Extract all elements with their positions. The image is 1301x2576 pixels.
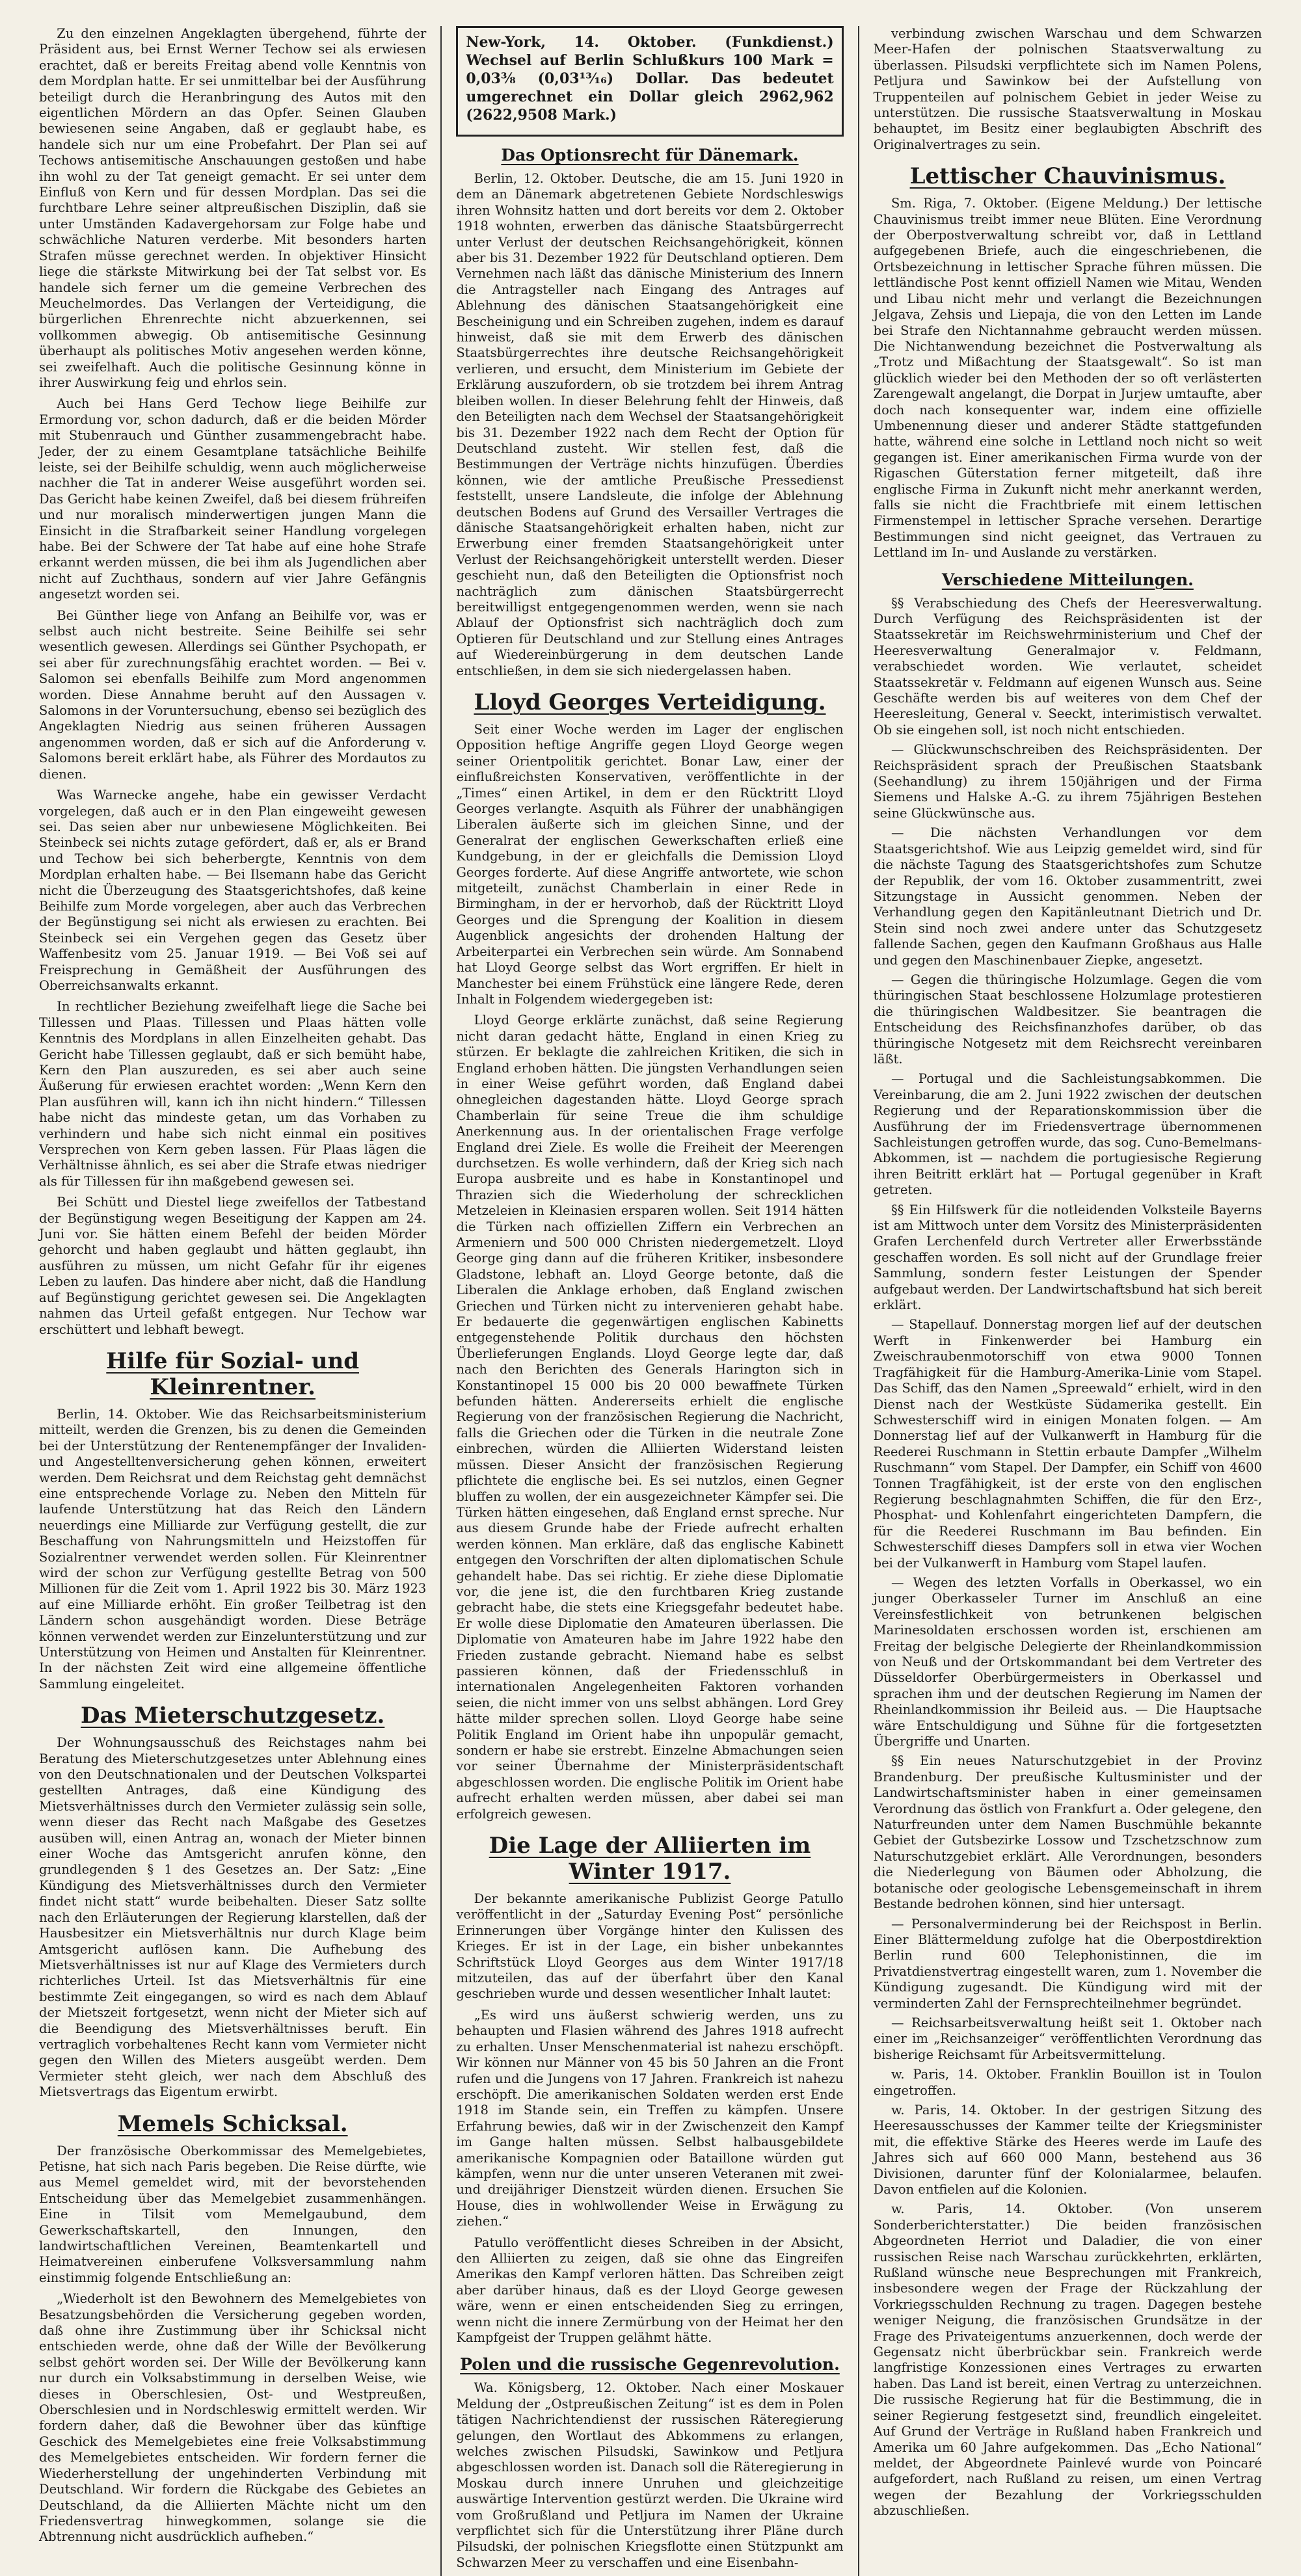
column-middle	[442, 26, 859, 2576]
article-paragraph: Der französische Oberkommissar des Memelgebietes, Petisne, hat sich nach Paris begeben. Die Reise dürfte, wie aus Memel gemeldet wird, mit der bevorstehenden Entscheidung über das Memelgebiet zusammenhängen. Eine in Tilsit vom Memelgaubund, dem Gewerkschaftskartell, den Innungen, den landwirtschaftlichen Vereinen, Beamtenkartell und Heimatvereinen einberufene Volksversammlung nahm einstimmig folgende Entschließung an:	[39, 2143, 427, 2285]
article-paragraph: Zu den einzelnen Angeklagten übergehend, führte der Präsident aus, bei Ernst Werner Techow sei als erwiesen erachtet, daß er bereits Freitag abend volle Kenntnis von dem Mordplan hatte. Er sei unmittelbar bei der Ausführung beteiligt durch die Heranbringung des Autos mit den eigentlichen Mördern an das Opfer. Seinen Glauben bewiesenen seine Angaben, daß er geglaubt habe, es handele sich nur um eine Probefahrt. Der Plan sei auf Techows antisemitische Anschauungen gestoßen und habe ihn wohl zu der Tat geneigt gemacht. Er sei unter dem Einfluß von Kern und für dessen Mordplan. Das sei die furchtbare Lehre seiner altpreußischen Disziplin, daß sie unter Umständen Kadavergehorsam zur Folge habe und schwächliche Naturen verderbe. Mit besonders harten Strafen müsse gerechnet werden. In objektiver Hinsicht liege die stärkste Mitwirkung bei der Tat selbst vor. Es handele sich ferner um die gemeine Verbrechen des Meuchelmordes. Das Verlangen der Verteidigung, die bürgerlichen Ehrenrechte nicht abzuerkennen, sei vollkommen abwegig. Ob antisemitische Gesinnung überhaupt als politisches Motiv angesehen werden könne, sei zweifelhaft. Auch die politische Gesinnung könne in ihrer Auswirkung feig und ehrlos sein.	[39, 26, 427, 390]
article-paragraph: Der Wohnungsausschuß des Reichstages nahm bei Beratung des Mieterschutzgesetzes unter Ablehnung eines von den Deutschnationalen und der Deutschen Volkspartei gestellten Antrages, daß eine Kündigung des Mietsverhältnisses durch den Vermieter zulässig sein solle, wenn dieser das Recht nach Maßgabe des Gesetzes ausüben will, einen Antrag an, wonach der Mieter binnen einer Woche das Amtsgericht anrufen könne, den grundlegenden § 1 des Gesetzes an. Der Satz: „Eine Kündigung des Mietsverhältnisses durch den Vermieter findet nicht statt“ wurde beibehalten. Dieser Satz sollte nach den Erläuterungen der Regierung klarstellen, daß der Hausbesitzer ein Mietsverhältnis nur durch Klage beim Amtsgericht auflösen kann. Die Aufhebung des Mietsverhältnisses ist nur auf Klage des Vermieters durch richterliches Urteil. Ist das Mietsverhältnis für eine bestimmte Zeit eingegangen, so wird es nach dem Ablauf der Mietszeit fortgesetzt, wenn nicht der Mieter sich auf die Beendigung des Mietsverhältnisses beruft. Ein vertraglich vorbehaltenes Recht kann vom Vermieter nicht gegen den Willen des Mieters ausgeübt werden. Dem Vermieter steht gleich, wer nach dem Abschluß des Mietsvertrags das Eigentum erwirbt.	[39, 1735, 427, 2100]
article-paragraph: In rechtlicher Beziehung zweifelhaft liege die Sache bei Tillessen und Plaas. Tillessen und Plaas hätten volle Kenntnis des Mordplans in allen Einzelheiten gehabt. Das Gericht habe Tillessen geglaubt, daß er sich bemüht habe, Kern den Plan auszureden, es sei aber auch seine Äußerung für erwiesen erachtet worden: „Wenn Kern den Plan ausführen will, kann ich ihn nicht hindern.“ Tillessen habe nicht das mindeste getan, um das Vorhaben zu verhindern und habe sich nicht einmal ein positives Versprechen von Kern geben lassen. Für Plaas lägen die Verhältnisse ähnlich, es sei aber die Strafe etwas niedriger als für Tillessen für ihn maßgebend gewesen sei.	[39, 999, 427, 1189]
news-item: — Reichsarbeitsverwaltung heißt seit 1. Oktober nach einer im „Reichsanzeiger“ veröffentlichten Verordnung das bisherige Reichsamt für Arbeitsvermittelung.	[873, 2015, 1262, 2062]
news-item: — Personalverminderung bei der Reichspost in Berlin. Einer Blättermeldung zufolge hat die Oberpostdirektion Berlin rund 600 Telephonistinnen, die im Privatdienstvertrag eingestellt waren, zum 1. November die Kündigung zugesandt. Die Kündigung wird mit der verminderten Zahl der Fernsprechteilnehmer begründet.	[873, 1916, 1262, 2011]
news-item: §§ Ein Hilfswerk für die notleidenden Volksteile Bayerns ist am Mittwoch unter dem Vorsitz des Ministerpräsidenten Grafen Lerchenfeld durch Vertreter aller Erwerbsstände geschaffen worden. Es soll nicht auf der Grundlage freier Sammlung, sondern fester Leistungen der Spender aufgebaut werden. Der Landwirtschaftsbund hat sich bereit erklärt.	[873, 1202, 1262, 1313]
news-item: — Die nächsten Verhandlungen vor dem Staatsgerichtshof. Wie aus Leipzig gemeldet wird, sind für die nächste Tagung des Staatsgerichtshofes zum Schutze der Republik, der vom 16. Oktober zusammentritt, zwei Sitzungstage in Aussicht genommen. Neben der Verhandlung gegen den Kapitänleutnant Dietrich und Dr. Stein sind noch zwei andere unter das Schutzgesetz fallende Sachen, gegen den Kaufmann Großhaus aus Halle und gegen den Maschinenbauer Ziepke, angesetzt.	[873, 825, 1262, 968]
news-item: w. Paris, 14. Oktober. (Von unserem Sonderberichterstatter.) Die beiden französischen Abgeordneten Herriot und Daladier, die von einer russischen Reise nach Warschau zurückkehrten, erklärten, Rußland wünsche neue Besprechungen mit Frankreich, insbesondere wegen der Frage der Rückzahlung der Vorkriegsschulden Rechnung zu tragen. Dagegen bestehe weniger Neigung, die französischen Grundsätze in der Frage des Privateigentums anzuerkennen, doch werde der Gegensatz nicht überbrückbar sein. Frankreich werde langfristige Konzessionen eines Vertrages zu erwarten haben. Das Land ist bereit, einen Vertrag zu unterzeichnen. Die russische Regierung hat für die Bestimmung, die in seiner Regierung festgesetzt sind, freundlich eingeleitet. Auf Grund der Verträge in Rußland haben Frankreich und Amerika um 60 Jahre aufgekommen. Das „Echo National“ meldet, der Abgeordnete Painlevé wurde von Poincaré aufgefordert, nach Rußland zu reisen, um einen Vertrag wegen der Bezahlung der Vorkriegsschulden abzuschließen.	[873, 2201, 1262, 2519]
article-paragraph: Bei Schütt und Diestel liege zweifellos der Tatbestand der Begünstigung wegen Beseitigung der Kappen am 24. Juni vor. Sie hätten einem Befehl der beiden Mörder gehorcht und haben geglaubt und hätten geglaubt, ihn ausführen zu müssen, um nicht Gefahr für ihr eigenes Leben zu laufen. Das hindere aber nicht, daß die Handlung auf Begünstigung gerichtet gewesen sei. Die Angeklagten nahmen das Urteil gefaßt entgegen. Nur Techow war erschüttert und lebhaft bewegt.	[39, 1195, 427, 1337]
article-paragraph: Lloyd George erklärte zunächst, daß seine Regierung nicht daran gedacht hätte, England in einen Krieg zu stürzen. Er beklagte die zahlreichen Kritiken, die sich in England erhoben hätten. Die jüngsten Verhandlungen seien in einer Weise geführt worden, daß England dabei ohnegleichen dagestanden hätte. Lloyd George sprach Chamberlain für seine Treue die ihm schuldige Anerkennung aus. In der orientalischen Frage verfolge England drei Ziele. Es wolle die Freiheit der Meerengen durchsetzen. Es wolle verhindern, daß der Krieg sich nach Europa ausbreite und es habe in Konstantinopel und Thrazien sich die Wiederholung der schrecklichen Metzeleien in Kleinasien ersparen wollen. Seit 1914 hätten die Türken nach offiziellen Ziffern ein Verbrechen an Armeniern und 500 000 Christen niedergemetzelt. Lloyd George ging dann auf die früheren Kritiker, insbesondere Gladstone, lebhaft an. Lloyd George betonte, daß die Liberalen die Anklage erhoben, daß England zwischen Griechen und Türken nicht zu intervenieren gehabt habe. Er bedauerte die gegenwärtigen englischen Kabinetts entgegenstehende Politik durchaus den höchsten Überlieferungen Englands. Lloyd George legte dar, daß nach den Berichten des Generals Harington sich in Konstantinopel 15 000 bis 20 000 bewaffnete Türken befunden hätten. Andererseits erhielt die englische Regierung von der französischen Regierung die Nachricht, falls die Griechen oder die Türken in die neutrale Zone einbrechen, würden die Alliierten Widerstand leisten müssen. Dieser Ansicht der französischen Regierung pflichtete die englische bei. Es sei nutzlos, einen Gegner bluffen zu wollen, der ein ausgezeichneter Kämpfer sei. Die Türken hätten eingesehen, daß England ernst spreche. Nur aus diesem Grunde habe der Friede aufrecht erhalten werden können. Man erkläre, daß das englische Kabinett entgegen den Vorschriften der alten diplomatischen Schule gehandelt habe. Das sei richtig. Er ziehe diese Diplomatie vor, die jene ist, die den furchtbaren Krieg zustande gebracht habe, die stets eine Kriegsgefahr bedeutet habe. Er wolle diese Diplomatie den Amateuren überlassen. Die Diplomatie von Amateuren habe im Jahre 1922 habe den Frieden zustande gebracht. Niemand habe es selbst passieren können, daß der Friedensschluß in internationalen Angelegenheiten Faktoren vorhanden seien, die nicht immer von uns selbst abhängen. Lord Grey hätte milder sprechen sollen. Lloyd George habe seine Politik England im Orient habe ihn unpopulär gemacht, sondern er habe sie erstrebt. Einzelne Abmachungen seien vor seiner Übernahme der Ministerpräsidentschaft abgeschlossen worden. Die englische Politik im Orient habe aufrecht erhalten werden müssen, aber dabei sei man erfolgreich gewesen.	[456, 1013, 844, 1822]
article-paragraph: Berlin, 14. Oktober. Wie das Reichsarbeitsministerium mitteilt, werden die Grenzen, bis zu denen die Gemeinden bei der Unterstützung der Rentenempfänger der Invaliden- und Angestelltenversicherung gehen können, erweitert werden. Dem Reichsrat und dem Reichstag geht demnächst eine entsprechende Vorlage zu. Neben den Mitteln für laufende Unterstützung hat das Reich den Ländern neuerdings eine Milliarde zur Verfügung gestellt, die zur Beschaffung von Nahrungsmitteln und Heizstoffen für Sozialrentner verwendet werden sollen. Für Kleinrentner wird der schon zur Verfügung gestellte Betrag von 500 Millionen für die Zeit vom 1. April 1922 bis 30. März 1923 auf eine Milliarde erhöht. Ein großer Teilbetrag ist den Ländern schon ausgehändigt worden. Diese Beträge können verwendet werden zur Einzelunterstützung und zur Unterstützung von Heimen und Anstalten für Kleinrentner. In der nächsten Zeit wird eine allgemeine öffentliche Sammlung eingeleitet.	[39, 1406, 427, 1692]
article-paragraph: Wa. Königsberg, 12. Oktober. Nach einer Moskauer Meldung der „Ostpreußischen Zeitung“ ist es dem in Polen tätigen Nachrichtendienst der russischen Räteregierung gelungen, den Wortlaut des Abkommens zu erlangen, welches zwischen Pilsudski, Sawinkow und Petljura abgeschlossen worden ist. Danach soll die Räteregierung in Moskau durch innere Unruhen und gleichzeitige auswärtige Intervention gestürzt werden. Die Ukraine wird vom Großrußland und Petljura im Namen der Ukraine verpflichtet sich für die Unterstützung ihrer Pläne durch Pilsudski, der polnischen Kriegsflotte einen Stützpunkt am Schwarzen Meer zu verschaffen und eine Eisenbahn-	[456, 2380, 844, 2570]
news-item: — Glückwunschschreiben des Reichspräsidenten. Der Reichspräsident sprach der Preußischen Staatsbank (Seehandlung) zu ihrem 150jährigen und der Firma Siemens und Halske A.-G. zu ihrem 75jährigen Bestehen seine Glückwünsche aus.	[873, 742, 1262, 821]
article-paragraph: Sm. Riga, 7. Oktober. (Eigene Meldung.) Der lettische Chauvinismus treibt immer neue Blüten. Eine Verordnung der Oberpostverwaltung schreibt vor, daß in Lettland aufgegebenen Briefe, auch die eingeschriebenen, die Ortsbezeichnung in lettischer Sprache führen müssen. Die lettländische Post kennt offiziell Namen wie Mitau, Wenden und Libau nicht mehr und verlangt die Bezeichnungen Jelgava, Zehsis und Liepaja, die von den Letten im Lande bei Strafe den Nichtannahme gebraucht werden müssen. Die Nichtanwendung bezeichnet die Postverwaltung als „Trotz und Mißachtung der Staatsgewalt“. So ist man glücklich wieder bei den Methoden der so oft verlästerten Zarengewalt angelangt, die Dorpat in Jurjew umtaufte, aber doch nach konsequenter war, indem eine offizielle Umbenennung dieser und anderer Städte stattgefunden hatte, während eine solche in Lettland noch nicht so weit gegangen ist. Einer amerikanischen Firma wurde von der Rigaschen Güterstation ferner mitgeteilt, daß ihre englische Firma in Zukunft nicht mehr anerkannt werden, falls sie nicht die Frachtbriefe mit einem lettischen Firmenstempel in lettischer Sprache versehen. Derartige Bestimmungen sind nicht geeignet, das Vertrauen zu Lettland im In- und Auslande zu verstärken.	[873, 196, 1262, 561]
headline-hilfe: Hilfe für Sozial- und Kleinrentner.	[106, 1348, 360, 1400]
news-item: §§ Verabschiedung des Chefs der Heeresverwaltung. Durch Verfügung des Reichspräsidenten ist der Staatssekretär im Reichswehrministerium und Chef der Heeresverwaltung Generalmajor v. Feldmann, verabschiedet worden. Wie verlautet, scheidet Staatssekretär v. Feldmann auf eigenen Wunsch aus. Seine Geschäfte werden bis auf weiteres von dem Chef der Heeresleitung, General v. Seeckt, interimistisch verwaltet. Ob sie eingehen soll, ist noch nicht entschieden.	[873, 595, 1262, 737]
headline-optionsrecht: Das Optionsrecht für Dänemark.	[501, 146, 799, 165]
article-paragraph: „Wiederholt ist den Bewohnern des Memelgebietes von Besatzungsbehörden die Versicherung gegeben worden, daß ohne ihre Zustimmung über ihr Schicksal nicht entschieden werde, ohne daß der Wille der Bevölkerung selbst gehört worden sei. Der Wille der Bevölkerung kann nur durch ein Volksabstimmung in derselben Weise, wie dieses in Oberschlesien, Ost- und Westpreußen, Oberschlesien und in Nordschleswig ermittelt werden. Wir fordern daher, daß die Bewohner über das künftige Geschick des Memelgebietes eine freie Volksabstimmung des Memelgebietes entscheiden. Wir fordern ferner die Wiederherstellung der ungehinderten Verbindung mit Deutschland. Wir fordern die Rückgabe des Gebietes an Deutschland, da die Alliierten Mächte nicht um den Friedensvertrag hinwegkommen, solange sie die Abtrennung nicht ausdrücklich aufheben.“	[39, 2291, 427, 2545]
article-paragraph: Auch bei Hans Gerd Techow liege Beihilfe zur Ermordung vor, schon dadurch, daß er die beiden Mörder mit Stubenrauch und Günther zusammengebracht habe. Jeder, der zu einem Gesamtplane tatsächliche Beihilfe leiste, sei der Beihilfe schuldig, wenn auch möglicherweise nachher die Tat in anderer Weise ausgeführt worden sei. Das Gericht habe keinen Zweifel, daß bei diesem frühreifen und nur moralisch minderwertigen jungen Mann die Einsicht in die Strafbarkeit seiner Handlung vorgelegen habe. Bei der Schwere der Tat habe auf eine hohe Strafe erkannt werden müssen, die bei ihm als Jugendlichen aber nicht auf Zuchthaus, sondern auf vier Jahre Gefängnis angesetzt worden sei.	[39, 396, 427, 602]
news-item: — Portugal und die Sachleistungsabkommen. Die Vereinbarung, die am 2. Juni 1922 zwischen der deutschen Regierung und der Reparationskommission über die Ausführung der im Friedensvertrage übernommenen Sachleistungen getroffen wurde, das sog. Cuno-Bemelmans-Abkommen, ist — nachdem die portugiesische Regierung ihren Beitritt erklärt hat — Portugal gegenüber in Kraft getreten.	[873, 1071, 1262, 1198]
column-right	[859, 26, 1276, 2576]
article-paragraph: Bei Günther liege von Anfang an Beihilfe vor, was er selbst auch nicht bestreite. Seine Beihilfe sei sehr wesentlich gewesen. Allerdings sei Günther Psychopath, er sei aber für zurechnungsfähig erachtet worden. — Bei v. Salomon sei ebenfalls Beihilfe zum Mord angenommen worden. Diese Annahme beruht auf den Aussagen v. Salomons in der Voruntersuchung, ebenso sei bezüglich des Angeklagten Niedrig aus seinen früheren Aussagen angenommen worden, daß er sich auf die Anforderung v. Salomons bereit erklärt habe, als Führer des Mordautos zu dienen.	[39, 607, 427, 782]
headline-lage-alliierten: Die Lage der Alliierten im Winter 1917.	[489, 1833, 811, 1885]
news-item: — Stapellauf. Donnerstag morgen lief auf der deutschen Werft in Finkenwerder bei Hamburg ein Zweischraubenmotorschiff von etwa 9000 Tonnen Tragfähigkeit für die Hamburg-Amerika-Linie vom Stapel. Das Schiff, das den Namen „Spreewald“ erhielt, wird in den Dienst nach der Westküste Südamerika gestellt. Ein Schwesterschiff wird in einigen Monaten folgen. — Am Donnerstag lief auf der Vulkanwerft in Hamburg für die Reederei Ruschmann in Stettin erbaute Dampfer „Wilhelm Ruschmann“ vom Stapel. Der Dampfer, ein Schiff von 4600 Tonnen Tragfähigkeit, ist der erste von den englischen Regierung beschlagnahmten Schiffen, die für den Erz-, Phosphat- und Kohlenfahrt eingerichteten Dampfern, die für die Reederei Ruschmann im Bau befinden. Ein Schwesterschiff dieses Dampfers soll in etwa vier Wochen bei der Vulkanwerft in Hamburg vom Stapel laufen.	[873, 1317, 1262, 1571]
news-item: — Gegen die thüringische Holzumlage. Gegen die vom thüringischen Staat beschlossene Holzumlage protestieren die thüringischen Waldbesitzer. Sie beantragen die Entscheidung des Reichsfinanzhofes darüber, ob das thüringische Notgesetz mit dem Reichsrecht vereinbaren läßt.	[873, 972, 1262, 1067]
headline-mieterschutz: Das Mieterschutzgesetz.	[81, 1703, 385, 1729]
news-items	[874, 596, 1262, 2519]
page-columns	[25, 26, 1276, 2570]
headline-verschiedene-mitteilungen: Verschiedene Mitteilungen.	[941, 570, 1194, 589]
article-paragraph: Berlin, 12. Oktober. Deutsche, die am 15. Juni 1920 in dem an Dänemark abgetretenen Gebiete Nordschleswigs ihren Wohnsitz hatten und dort bereits vor dem 2. Oktober 1918 wohnten, erwerben das dänische Staatsbürgerrecht unter Verlust der deutschen Reichsangehörigkeit, können aber bis 31. Dezember 1922 für Deutschland optieren. Dem Vernehmen nach läßt das dänische Ministerium des Innern die Antragsteller nach Eingang des Antrages auf Ablehnung des dänischen Staatsangehörigkeit eine Bescheinigung und ein Schreiben zugehen, indem es darauf hinweist, daß sie mit dem Erwerb des dänischen Staatsbürgerrechtes ihre deutsche Reichsangehörigkeit verlieren, und ersucht, dem Ministerium im Gebiete der Erklärung auszufordern, ob sie trotzdem bei ihrem Antrag bleiben wollen. In dieser Belehrung fehlt der Hinweis, daß den Beteiligten nach dem Wechsel der Staatsangehörigkeit bis 31. Dezember 1922 nach dem Recht der Option für Deutschland zusteht. Wir stellen fest, daß die Bestimmungen der Verträge nichts hinzufügen. Überdies können, wie der amtliche Preußische Pressedienst feststellt, unsere Landsleute, die infolge der Ablehnung deutschen Bodens auf Grund des Versailler Vertrages die dänische Staatsangehörigkeit erhalten haben, nicht zur Erwerbung einer fremden Staatsangehörigkeit unter Verlust der Reichsangehörigkeit unterstellt werden. Dieser geschieht nun, daß den Beteiligten die Optionsfrist noch nachträglich zum dänischen Staatsbürgerrecht bereitwilligst entgegengenommen werden, wenn sie nach Ablauf der Optionsfrist sich nachträglich doch zum Optieren für Deutschland und zur Stellung eines Antrages auf Wiedereinbürgerung in dem deutschen Lande entschließen, in dem sie sich niedergelassen haben.	[456, 171, 844, 678]
news-item: — Wegen des letzten Vorfalls in Oberkassel, wo ein junger Oberkasseler Turner im Anschluß an eine Vereinsfestlichkeit von betrunkenen belgischen Marinesoldaten erschossen worden ist, erschienen am Freitag der belgische Delegierte der Rheinlandkommission von Neuß und der Ortskommandant bei dem Vertreter des Düsseldorfer Oberbürgermeisters in Oberkassel und sprachen ihm und der deutschen Regierung im Namen der Rheinlandkommission ihr Beileid aus. — Die Hauptsache wäre Entschuldigung und Sühne für die fortgesetzten Übergriffe und Unarten.	[873, 1574, 1262, 1749]
article-paragraph: Patullo veröffentlicht dieses Schreiben in der Absicht, den Alliierten zu zeigen, daß sie ohne das Eingreifen Amerikas den Kampf verloren hätten. Das Schreiben zeigt aber darüber hinaus, daß es der Lloyd George gewesen wäre, wenn er einen entscheidenden Sieg zu erringen, wenn nicht die innere Zermürbung von der Heimat her den Kampfgeist der Truppen gelähmt hätte.	[456, 2235, 844, 2345]
column-left	[25, 26, 442, 2576]
headline-memel: Memels Schicksal.	[117, 2110, 348, 2137]
article-paragraph: verbindung zwischen Warschau und dem Schwarzen Meer-Hafen der polnischen Staatsverwaltung zu überlassen. Pilsudski verpflichtete sich im Namen Polens, Petljura und Sawinkow bei der Aufstellung von Truppenteilen auf polnischem Gebiet in jeder Weise zu unterstützen. Die russische Staatsverwaltung in Moskau behauptet, im Besitz einer beglaubigten Abschrift des Originalvertrages zu sein.	[873, 26, 1262, 152]
headline-lloyd-george: Lloyd Georges Verteidigung.	[474, 689, 826, 715]
headline-lettischer-chauvinismus: Lettischer Chauvinismus.	[909, 163, 1226, 190]
exchange-rate-text: New-York, 14. Oktober. (Funkdienst.) Wechsel auf Berlin Schlußkurs 100 Mark = 0,03⅜ (0,03¹³⁄₁₆) Dollar. Das bedeutet umgerechnet ein Dollar gleich 2962,962 (2622,9508 Mark.)	[466, 34, 834, 124]
article-paragraph: Seit einer Woche werden im Lager der englischen Opposition heftige Angriffe gegen Lloyd George wegen seiner Orientpolitik gerichtet. Bonar Law, einer der einflußreichsten Konservativen, veröffentlichte in der „Times“ einen Artikel, in dem er den Rücktritt Lloyd Georges verlangte. Asquith als Führer der unabhängigen Liberalen äußerte sich im gleichen Sinne, und der Generalrat der englischen Gewerkschaften erließ eine Kundgebung, in der er gleichfalls die Demission Lloyd Georges forderte. Auf diese Angriffe antwortete, wie schon mitgeteilt, zunächst Chamberlain in einer Rede in Birmingham, in der er hervorhob, daß der Rücktritt Lloyd Georges und die Sprengung der Koalition in diesem Augenblick angesichts der drohenden Haltung der Arbeiterpartei ein Verbrechen sein würde. Am Sonnabend hat Lloyd George selbst das Wort ergriffen. Er hielt in Manchester bei einem Frühstück eine längere Rede, deren Inhalt in Folgendem wiedergegeben ist:	[456, 722, 844, 1007]
news-item: §§ Ein neues Naturschutzgebiet in der Provinz Brandenburg. Der preußische Kultusminister und der Landwirtschaftsminister haben in einer gemeinsamen Verordnung das östlich von Frankfurt a. Oder gelegene, den Naturfreunden unter dem Namen Buschmühle bekannte Gebiet der Gutsbezirke Lossow und Tzschetzschnow zum Naturschutzgebiet erklärt. Alle Verordnungen, besonders die Niederlegung von Bäumen oder Abholzung, die botanische oder geologische Lebensgemeinschaft in ihrem Bestande bedrohen können, sind hier untersagt.	[873, 1753, 1262, 1912]
article-paragraph: Was Warnecke angehe, habe ein gewisser Verdacht vorgelegen, daß auch er in den Plan eingeweiht gewesen sei. Das seien aber nur unbewiesene Möglichkeiten. Bei Steinbeck sei nichts zutage gefördert, daß er, als er Brand und Techow bei sich beherbergte, Kenntnis von dem Mordplan erhalten habe. — Bei Ilsemann habe das Gericht nicht die Überzeugung des Staatsgerichtshofes, daß keine Beihilfe zum Morde vorgelegen, aber auch das Verbrechen der Begünstigung sei nicht als erwiesen zu erachten. Bei Steinbeck sei ein Vergehen gegen das Gesetz über Waffenbesitz vom 25. Januar 1919. — Bei Voß sei auf Freisprechung in Gemäßheit der Ausführungen des Oberreichsanwalts erkannt.	[39, 788, 427, 993]
article-paragraph: Der bekannte amerikanische Publizist George Patullo veröffentlicht in der „Saturday Evening Post“ persönliche Erinnerungen über Vorgänge hinter den Kulissen des Krieges. Er ist in der Lage, ein bisher unbekanntes Schriftstück Lloyd Georges aus dem Winter 1917/18 mitzuteilen, das auf der überfahrt über den Kanal geschrieben wurde und dessen wesentlicher Inhalt lautet:	[456, 1891, 844, 2002]
news-item: w. Paris, 14. Oktober. In der gestrigen Sitzung des Heeresausschusses der Kammer teilte der Kriegsminister mit, die effektive Stärke des Heeres werde im Laufe des Jahres sich auf 660 000 Mann, bestehend aus 36 Divisionen, darunter fünf der Kolonialarmee, belaufen. Davon entfielen auf die Kolonien.	[873, 2102, 1262, 2197]
exchange-rate-box	[456, 26, 843, 137]
headline-polen: Polen und die russische Gegenrevolution.	[460, 2355, 840, 2374]
news-item: w. Paris, 14. Oktober. Franklin Bouillon ist in Toulon eingetroffen.	[873, 2067, 1262, 2098]
article-paragraph: „Es wird uns äußerst schwierig werden, uns zu behaupten und Flasien während des Jahres 1918 aufrecht zu erhalten. Unser Menschenmaterial ist nahezu erschöpft. Wir können nur Männer von 45 bis 50 Jahren an die Front rufen und die Jungens von 17 Jahren. Frankreich ist nahezu erschöpft. Die amerikanischen Soldaten werden erst Ende 1918 im Stande sein, ein Treffen zu kämpfen. Unsere Erfahrung bewies, daß wir in der Zwischenzeit den Kampf im Gange halten müssen. Selbst halbausgebildete amerikanische Kompagnien oder Bataillone würden gut kämpfen, wenn nur die unter unseren Veteranen mit zwei- und dreijähriger Dienstzeit würden dienen. Ersuchen Sie House, dies in wohlwollender Weise in Erwägung zu ziehen.“	[456, 2007, 844, 2229]
